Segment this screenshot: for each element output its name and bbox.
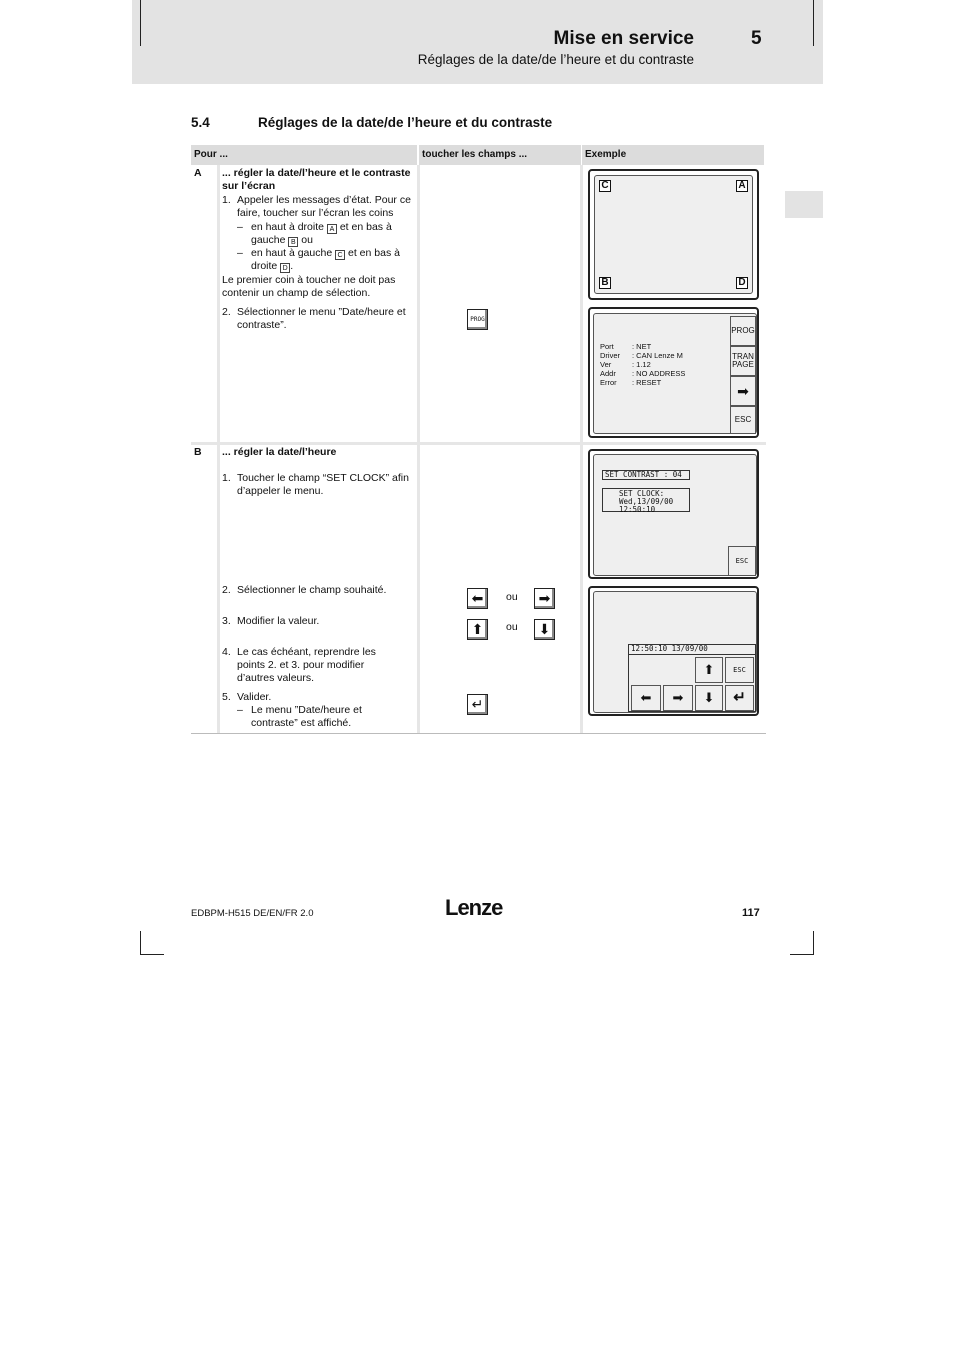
row-b-step1: Toucher le champ “SET CLOCK” afin d’appeler le menu.	[237, 472, 409, 497]
screen-display	[594, 175, 753, 294]
crop-mark	[790, 954, 814, 955]
status-screen	[588, 307, 759, 438]
corner-c-glyph: C	[335, 250, 345, 260]
prog-key[interactable]: PROG	[467, 309, 488, 330]
screen-display	[593, 591, 757, 713]
status-labels: Port Driver Ver Addr Error	[600, 342, 620, 387]
step-number: 1.	[222, 472, 231, 484]
corner-b-glyph: B	[288, 237, 298, 247]
row-a-step1: Appeler les messages d’état. Pour ce faire, toucher sur l’écran les coins	[237, 194, 411, 219]
chapter-number: 5	[751, 28, 762, 49]
step-number: 1.	[222, 194, 231, 206]
row-a-step2: Sélectionner le menu ”Date/heure et contraste”.	[237, 306, 406, 331]
dash: –	[237, 221, 243, 233]
ou-label: ou	[506, 621, 518, 633]
crop-mark	[813, 931, 814, 955]
keypad-panel	[628, 644, 756, 712]
arrow-right-icon[interactable]: ➡	[730, 376, 756, 406]
screen-display	[593, 454, 757, 576]
screen-display	[593, 313, 757, 434]
chapter-subtitle: Réglages de la date/de l’heure et du contraste	[417, 52, 694, 67]
row-b-step5: Valider.	[237, 691, 272, 703]
step-number: 2.	[222, 306, 231, 318]
enter-icon[interactable]: ↵	[467, 694, 488, 715]
corner-b[interactable]: B	[599, 277, 611, 289]
col-header-pour: Pour ...	[191, 145, 417, 165]
dash: –	[237, 247, 243, 259]
crop-mark	[813, 0, 814, 46]
column-divider	[580, 165, 583, 734]
prog-button[interactable]: PROG	[730, 316, 756, 346]
doc-id: EDBPM-H515 DE/EN/FR 2.0	[191, 908, 314, 919]
row-a-note: Le premier coin à toucher ne doit pas contenir un champ de sélection.	[222, 274, 396, 299]
col-header-exemple: Exemple	[582, 145, 764, 165]
crop-mark	[140, 0, 141, 46]
chapter-title: Mise en service	[553, 28, 694, 49]
arrow-right-icon[interactable]: ➡	[663, 685, 693, 711]
arrow-down-icon[interactable]: ⬇	[534, 619, 555, 640]
date-contrast-screen	[588, 449, 759, 579]
tran-page-button[interactable]: TRAN PAGE	[730, 346, 756, 376]
row-b-heading: ... régler la date/l’heure	[222, 446, 337, 458]
row-b-label: B	[194, 446, 202, 458]
corner-a[interactable]: A	[736, 180, 748, 192]
header-band	[132, 0, 823, 84]
arrow-up-icon[interactable]: ⬆	[695, 657, 723, 683]
corner-screen	[588, 169, 759, 300]
enter-icon[interactable]: ↵	[725, 685, 754, 711]
arrow-up-icon[interactable]: ⬆	[467, 619, 488, 640]
step-number: 4.	[222, 646, 231, 658]
corner-c[interactable]: C	[599, 180, 611, 192]
row-b-step3: Modifier la valeur.	[237, 615, 320, 627]
esc-button[interactable]: ESC	[725, 657, 754, 683]
arrow-left-icon[interactable]: ⬅	[631, 685, 661, 711]
row-b-step2: Sélectionner le champ souhaité.	[237, 584, 387, 596]
step-number: 3.	[222, 615, 231, 627]
esc-button[interactable]: ESC	[728, 546, 756, 576]
corner-d[interactable]: D	[736, 277, 748, 289]
section-number: 5.4	[191, 115, 210, 130]
set-contrast-field[interactable]: SET CONTRAST : 04	[602, 470, 690, 480]
ou-label: ou	[506, 591, 518, 603]
column-divider	[417, 165, 420, 734]
corner-a-glyph: A	[327, 224, 337, 234]
col-header-toucher: toucher les champs ...	[419, 145, 581, 165]
row-a-heading: ... régler la date/l’heure et le contraste sur l’écran	[222, 167, 411, 192]
row-b-step5-note: Le menu ”Date/heure et contraste” est affiché.	[251, 704, 362, 729]
clock-edit-screen	[588, 586, 759, 716]
status-values: : NET : CAN Lenze M : 1.12 : NO ADDRESS : RESET	[632, 342, 686, 387]
lenze-logo: Lenze	[445, 895, 503, 920]
arrow-right-icon[interactable]: ➡	[534, 588, 555, 609]
set-clock-field[interactable]: SET CLOCK: Wed,13/09/00 12:50:10	[602, 488, 690, 512]
crop-mark	[140, 954, 164, 955]
esc-button[interactable]: ESC	[730, 406, 756, 434]
step-number: 5.	[222, 691, 231, 703]
table-bottom-rule	[191, 733, 766, 734]
row-b-step4: Le cas échéant, reprendre les points 2. et 3. pour modifier d’autres valeurs.	[237, 646, 376, 684]
row-a-label: A	[194, 167, 202, 179]
crop-mark	[140, 931, 141, 955]
column-divider	[217, 165, 220, 734]
dash: –	[237, 704, 243, 716]
row-divider	[191, 442, 766, 445]
arrow-left-icon[interactable]: ⬅	[467, 588, 488, 609]
section-title: Réglages de la date/de l’heure et du contraste	[258, 115, 553, 130]
row-a-dash1: en haut à droite A et en bas à gauche B ou	[251, 221, 392, 246]
step-number: 2.	[222, 584, 231, 596]
corner-d-glyph: D	[280, 263, 290, 273]
side-tab	[785, 191, 823, 218]
arrow-down-icon[interactable]: ⬇	[695, 685, 723, 711]
page-number: 117	[742, 907, 760, 919]
row-a-dash2: en haut à gauche C et en bas à droite D .	[251, 247, 400, 272]
clock-readout: 12:50:10 13/09/00	[629, 645, 755, 655]
